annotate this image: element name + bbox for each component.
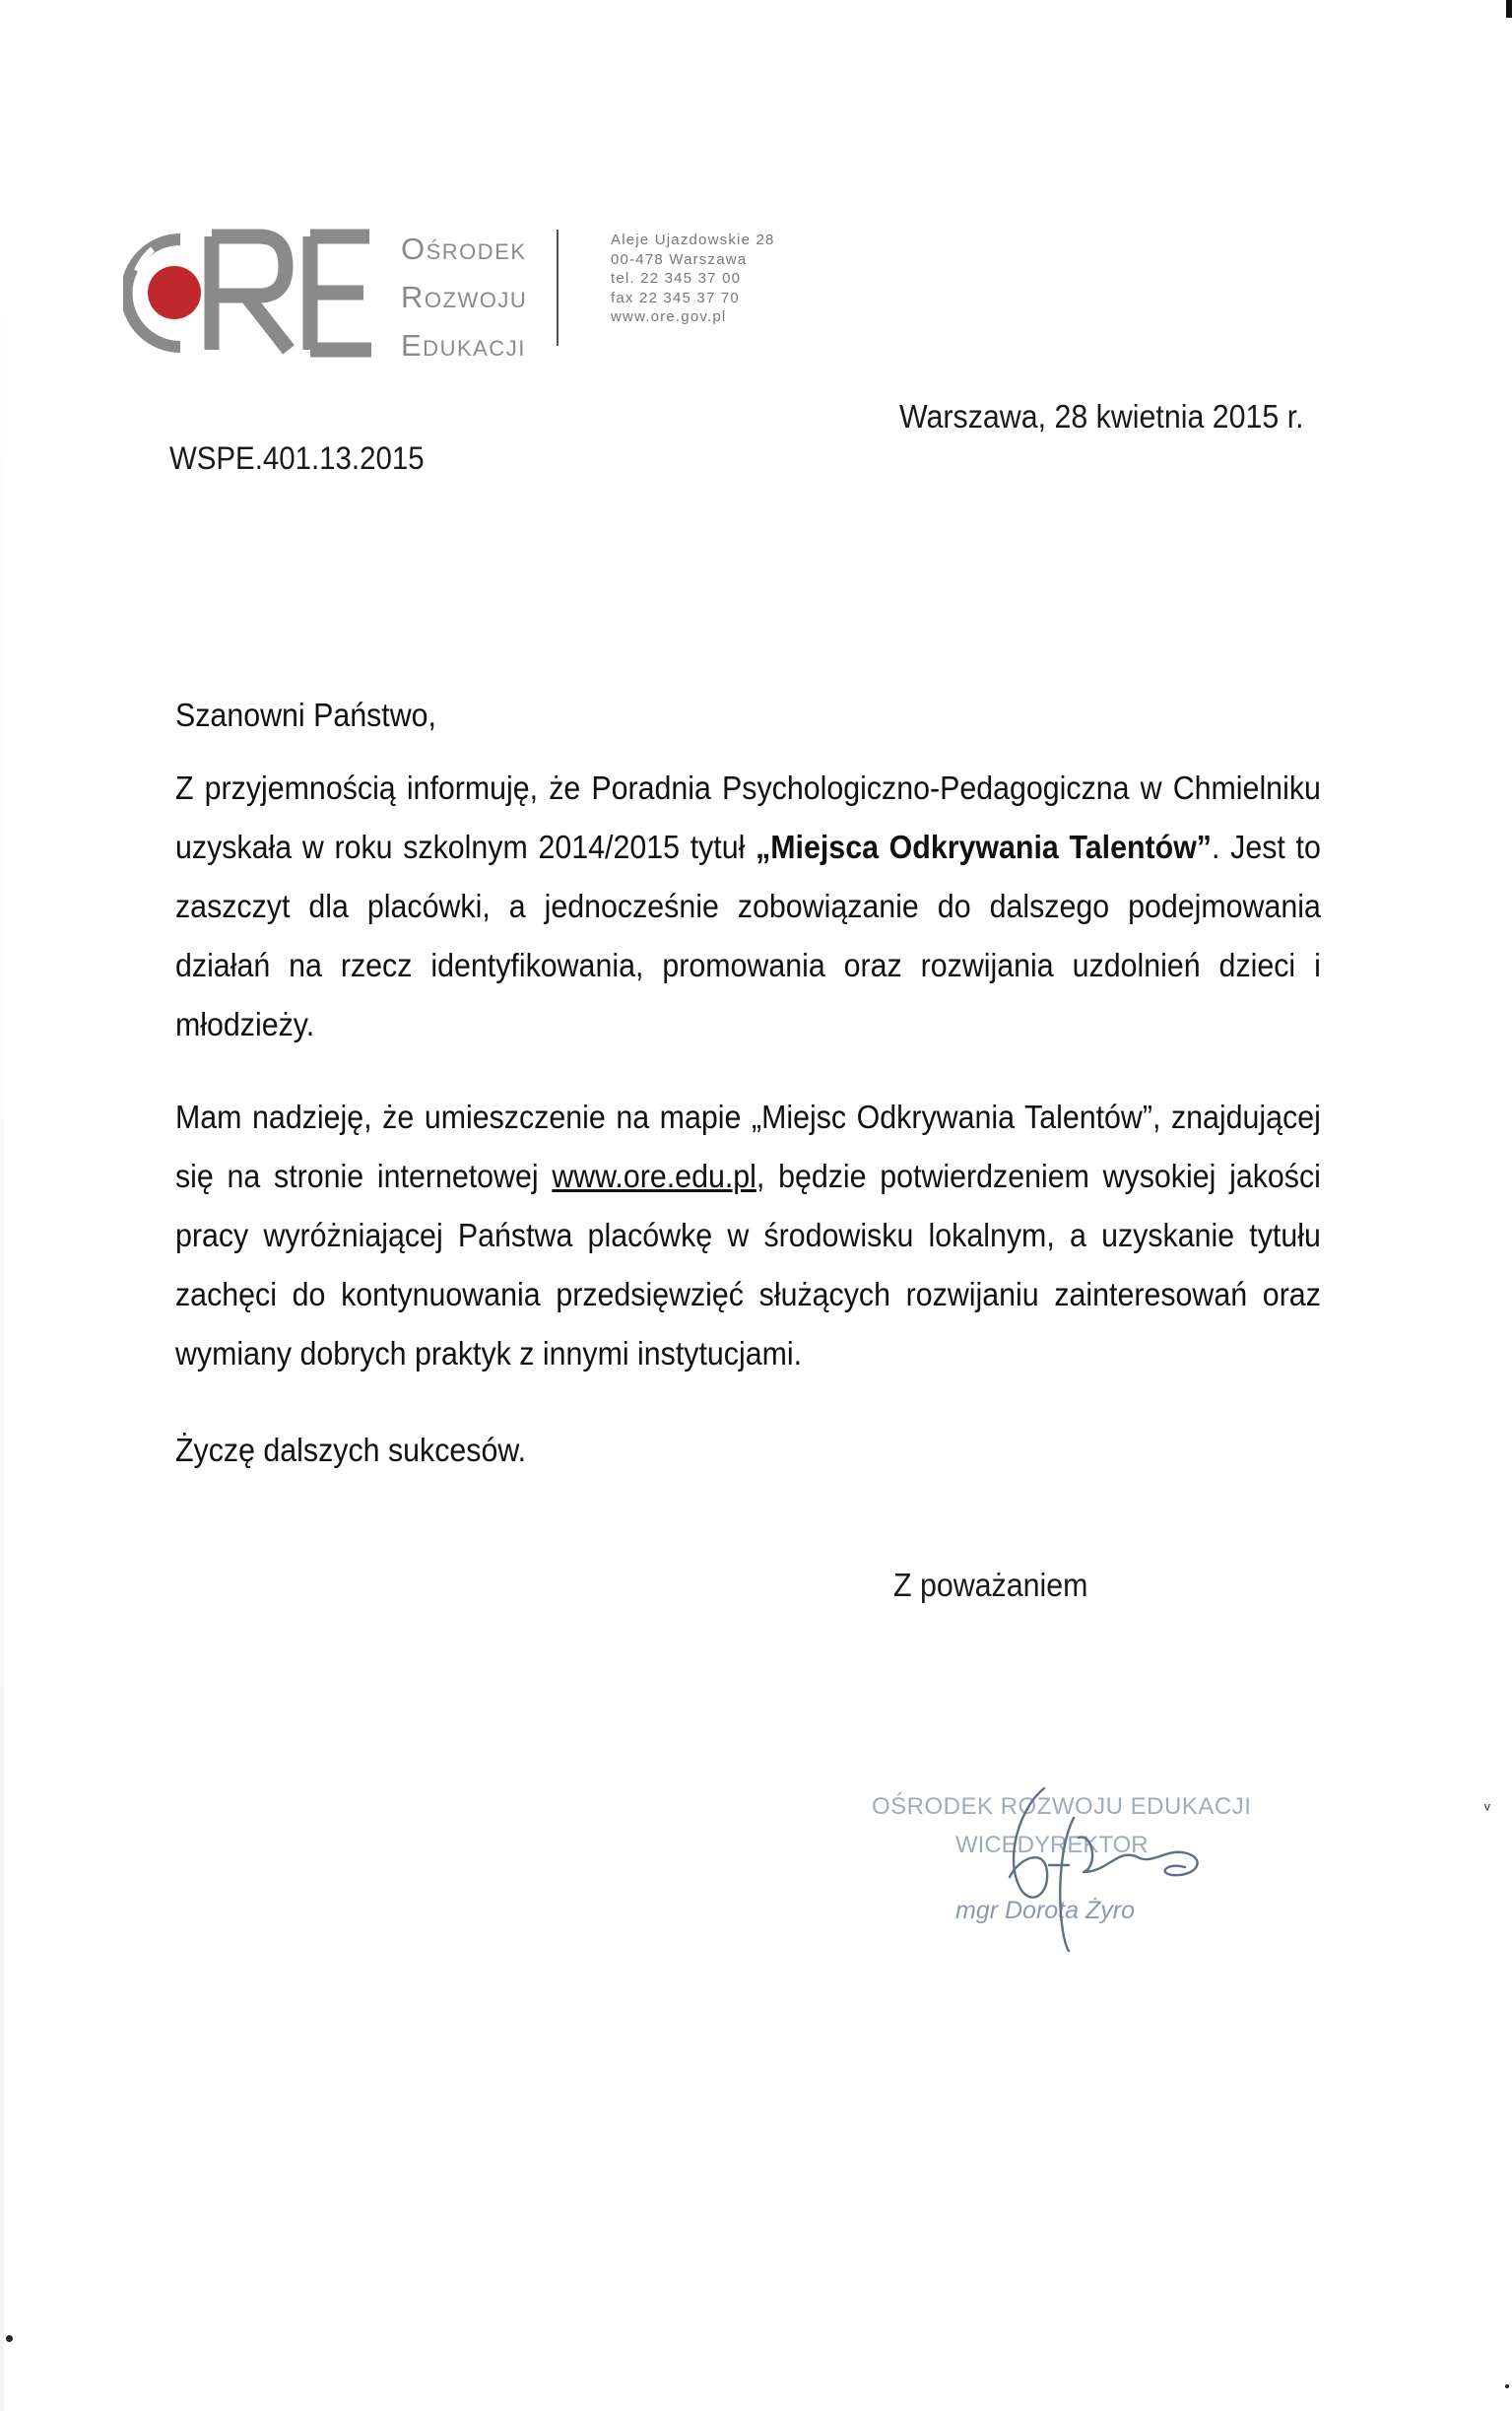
award-title: „Miejsca Odkrywania Talentów” [756,829,1212,865]
institution-name-line: Rozwoju [401,280,528,314]
institution-name [401,225,568,369]
ore-logo [123,222,379,365]
scan-speck [6,2335,13,2342]
paragraph-text: Z przyjemnością informuję, że Poradnia Psychologiczno-Pedagogiczna w Chmielniku uzyskała w roku szkolnym 2014/2015 tytuł [175,770,1321,865]
handwritten-signature [872,1778,1226,1956]
fax-line: fax 22 345 37 70 [611,289,740,306]
website-line: www.ore.gov.pl [611,308,727,325]
wishes-line: Życzę dalszych sukcesów. [175,1432,527,1468]
letter-date: Warszawa, 28 kwietnia 2015 r. [899,398,1304,435]
phone-line: tel. 22 345 37 00 [611,270,742,287]
paragraph-text: Mam nadzieję, że umieszczenie na mapie „Miejsc Odkrywania Talentów”, znajdującej się na stronie internetowej [175,1099,1321,1194]
address-line: 00-478 Warszawa [611,250,748,268]
paragraph-1 [175,759,1321,1054]
stamp-signatory: mgr Dorota Żyro [955,1897,1135,1924]
closing-phrase: Z poważaniem [893,1567,1088,1603]
official-stamp [872,1778,1252,1956]
letterhead-divider [557,230,559,346]
website-link[interactable]: www.ore.edu.pl [552,1158,756,1194]
paragraph-2 [175,1088,1321,1383]
scan-artifact [1506,0,1512,18]
address-line: Aleje Ujazdowskie 28 [611,232,775,248]
stamp-position: WICEDYREKTOR [955,1832,1149,1858]
reference-number: WSPE.401.13.2015 [169,440,425,476]
stamp-institution: OŚRODEK ROZWOJU EDUKACJI [872,1793,1252,1820]
institution-name-line: Ośrodek [401,232,527,266]
institution-name-line: Edukacji [401,328,526,363]
margin-mark: ᵛ [1484,1799,1490,1819]
scan-speck [1505,2384,1509,2388]
salutation: Szanowni Państwo, [175,697,436,733]
address-block [611,231,775,327]
paragraph-text: . Jest to zaszczyt dla placówki, a jednocześnie zobowiązanie do dalszego podejmowania działań na rzecz identyfikowania, promowania oraz rozwijania uzdolnień dzieci i młodzieży. [175,829,1321,1042]
paragraph-text: , będzie potwierdzeniem wysokiej jakości pracy wyróżniającej Państwa placówkę w środowisku lokalnym, a uzyskanie tytułu zachęci do kontynuowania przedsięwzięć służących rozwijaniu zainteresowań oraz wymiany dobrych praktyk z innymi instytucjami. [175,1158,1321,1372]
scan-edge [0,0,4,2411]
